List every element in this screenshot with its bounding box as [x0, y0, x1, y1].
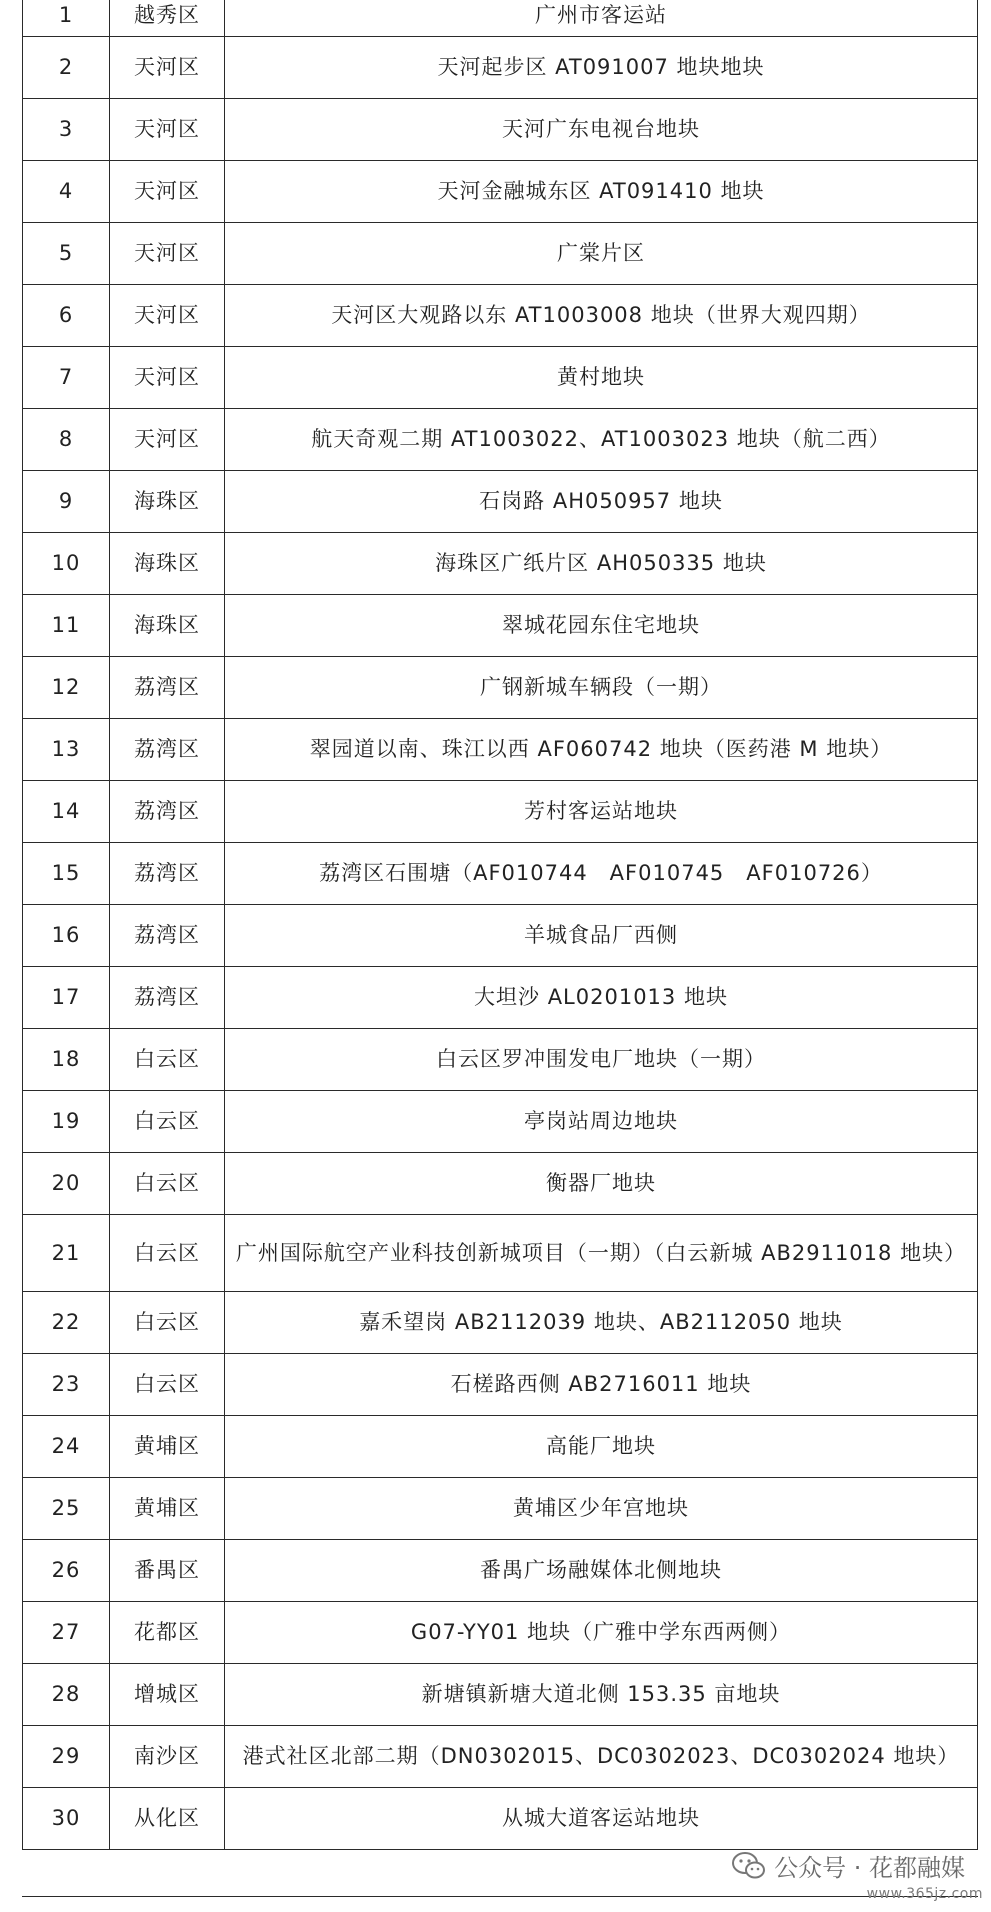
land-plot-table: [22, 0, 978, 1850]
watermark-label: 公众号 · 花都融媒: [774, 1854, 965, 1882]
table-body: [23, 0, 978, 1850]
row-number-cell: 22: [23, 1292, 110, 1354]
site-name-cell: 石槎路西侧 AB2716011 地块: [225, 1354, 978, 1416]
watermark: [732, 1848, 965, 1883]
district-cell: 荔湾区: [110, 843, 225, 905]
table-row: [23, 1602, 978, 1664]
district-cell: 海珠区: [110, 471, 225, 533]
site-name-cell: 广州市客运站: [225, 0, 978, 37]
table-row: [23, 223, 978, 285]
row-number-cell: 17: [23, 967, 110, 1029]
table-row: [23, 719, 978, 781]
table-row: [23, 471, 978, 533]
district-cell: 黄埔区: [110, 1478, 225, 1540]
site-name-cell: 天河金融城东区 AT091410 地块: [225, 161, 978, 223]
row-number-cell: 23: [23, 1354, 110, 1416]
site-name-cell: 荔湾区石围塘（AF010744 AF010745 AF010726）: [225, 843, 978, 905]
table-row: [23, 1540, 978, 1602]
table-row: [23, 781, 978, 843]
district-cell: 从化区: [110, 1788, 225, 1850]
table-row: [23, 1664, 978, 1726]
site-name-cell: 新塘镇新塘大道北侧 153.35 亩地块: [225, 1664, 978, 1726]
row-number-cell: 10: [23, 533, 110, 595]
table-row: [23, 843, 978, 905]
table-row: [23, 1029, 978, 1091]
table-row: [23, 1478, 978, 1540]
row-number-cell: 27: [23, 1602, 110, 1664]
row-number-cell: 19: [23, 1091, 110, 1153]
district-cell: 花都区: [110, 1602, 225, 1664]
district-cell: 天河区: [110, 37, 225, 99]
table-row: [23, 1292, 978, 1354]
table-row: [23, 1726, 978, 1788]
table-row: [23, 285, 978, 347]
table-row: [23, 0, 978, 37]
table-row: [23, 967, 978, 1029]
district-cell: 天河区: [110, 223, 225, 285]
table-row: [23, 1788, 978, 1850]
district-cell: 南沙区: [110, 1726, 225, 1788]
table-row: [23, 1416, 978, 1478]
row-number-cell: 24: [23, 1416, 110, 1478]
district-cell: 白云区: [110, 1215, 225, 1292]
table-row: [23, 533, 978, 595]
district-cell: 荔湾区: [110, 657, 225, 719]
site-name-cell: 港式社区北部二期（DN0302015、DC0302023、DC0302024 地块）: [225, 1726, 978, 1788]
table-row: [23, 1215, 978, 1292]
row-number-cell: 26: [23, 1540, 110, 1602]
row-number-cell: 6: [23, 285, 110, 347]
district-cell: 白云区: [110, 1029, 225, 1091]
district-cell: 白云区: [110, 1153, 225, 1215]
site-name-cell: 黄埔区少年宫地块: [225, 1478, 978, 1540]
district-cell: 越秀区: [110, 0, 225, 37]
site-name-cell: 大坦沙 AL0201013 地块: [225, 967, 978, 1029]
row-number-cell: 3: [23, 99, 110, 161]
district-cell: 增城区: [110, 1664, 225, 1726]
site-name-cell: 从城大道客运站地块: [225, 1788, 978, 1850]
district-cell: 荔湾区: [110, 967, 225, 1029]
row-number-cell: 12: [23, 657, 110, 719]
site-name-cell: 翠城花园东住宅地块: [225, 595, 978, 657]
site-name-cell: 翠园道以南、珠江以西 AF060742 地块（医药港 M 地块）: [225, 719, 978, 781]
district-cell: 荔湾区: [110, 781, 225, 843]
district-cell: 天河区: [110, 347, 225, 409]
district-cell: 海珠区: [110, 533, 225, 595]
row-number-cell: 7: [23, 347, 110, 409]
land-plot-table-container: [22, 0, 978, 1850]
site-name-cell: 航天奇观二期 AT1003022、AT1003023 地块（航二西）: [225, 409, 978, 471]
district-cell: 荔湾区: [110, 719, 225, 781]
row-number-cell: 15: [23, 843, 110, 905]
site-name-cell: 广钢新城车辆段（一期）: [225, 657, 978, 719]
district-cell: 天河区: [110, 409, 225, 471]
table-row: [23, 1153, 978, 1215]
row-number-cell: 13: [23, 719, 110, 781]
row-number-cell: 25: [23, 1478, 110, 1540]
district-cell: 黄埔区: [110, 1416, 225, 1478]
site-name-cell: 高能厂地块: [225, 1416, 978, 1478]
site-name-cell: G07-YY01 地块（广雅中学东西两侧）: [225, 1602, 978, 1664]
row-number-cell: 16: [23, 905, 110, 967]
row-number-cell: 1: [23, 0, 110, 37]
site-name-cell: 海珠区广纸片区 AH050335 地块: [225, 533, 978, 595]
row-number-cell: 20: [23, 1153, 110, 1215]
site-name-cell: 石岗路 AH050957 地块: [225, 471, 978, 533]
row-number-cell: 2: [23, 37, 110, 99]
row-number-cell: 11: [23, 595, 110, 657]
row-number-cell: 30: [23, 1788, 110, 1850]
site-name-cell: 黄村地块: [225, 347, 978, 409]
table-row: [23, 657, 978, 719]
table-bottom-border: [22, 1896, 978, 1897]
site-name-cell: 衡器厂地块: [225, 1153, 978, 1215]
table-row: [23, 99, 978, 161]
site-name-cell: 天河广东电视台地块: [225, 99, 978, 161]
watermark-site: www.365jz.com: [866, 1886, 983, 1902]
district-cell: 天河区: [110, 161, 225, 223]
site-name-cell: 亭岗站周边地块: [225, 1091, 978, 1153]
site-name-cell: 广棠片区: [225, 223, 978, 285]
row-number-cell: 18: [23, 1029, 110, 1091]
table-row: [23, 1354, 978, 1416]
row-number-cell: 28: [23, 1664, 110, 1726]
table-row: [23, 595, 978, 657]
site-name-cell: 嘉禾望岗 AB2112039 地块、AB2112050 地块: [225, 1292, 978, 1354]
site-name-cell: 白云区罗冲围发电厂地块（一期）: [225, 1029, 978, 1091]
table-row: [23, 409, 978, 471]
district-cell: 番禺区: [110, 1540, 225, 1602]
site-name-cell: 天河起步区 AT091007 地块地块: [225, 37, 978, 99]
wechat-icon: [732, 1851, 766, 1881]
table-row: [23, 37, 978, 99]
row-number-cell: 14: [23, 781, 110, 843]
site-name-cell: 广州国际航空产业科技创新城项目（一期）（白云新城 AB2911018 地块）: [225, 1215, 978, 1292]
district-cell: 荔湾区: [110, 905, 225, 967]
table-row: [23, 161, 978, 223]
site-name-cell: 芳村客运站地块: [225, 781, 978, 843]
district-cell: 白云区: [110, 1354, 225, 1416]
table-row: [23, 905, 978, 967]
district-cell: 天河区: [110, 99, 225, 161]
table-row: [23, 1091, 978, 1153]
site-name-cell: 天河区大观路以东 AT1003008 地块（世界大观四期）: [225, 285, 978, 347]
site-name-cell: 番禺广场融媒体北侧地块: [225, 1540, 978, 1602]
site-name-cell: 羊城食品厂西侧: [225, 905, 978, 967]
district-cell: 天河区: [110, 285, 225, 347]
district-cell: 海珠区: [110, 595, 225, 657]
row-number-cell: 21: [23, 1215, 110, 1292]
district-cell: 白云区: [110, 1292, 225, 1354]
row-number-cell: 9: [23, 471, 110, 533]
row-number-cell: 5: [23, 223, 110, 285]
table-row: [23, 347, 978, 409]
row-number-cell: 8: [23, 409, 110, 471]
district-cell: 白云区: [110, 1091, 225, 1153]
row-number-cell: 29: [23, 1726, 110, 1788]
row-number-cell: 4: [23, 161, 110, 223]
